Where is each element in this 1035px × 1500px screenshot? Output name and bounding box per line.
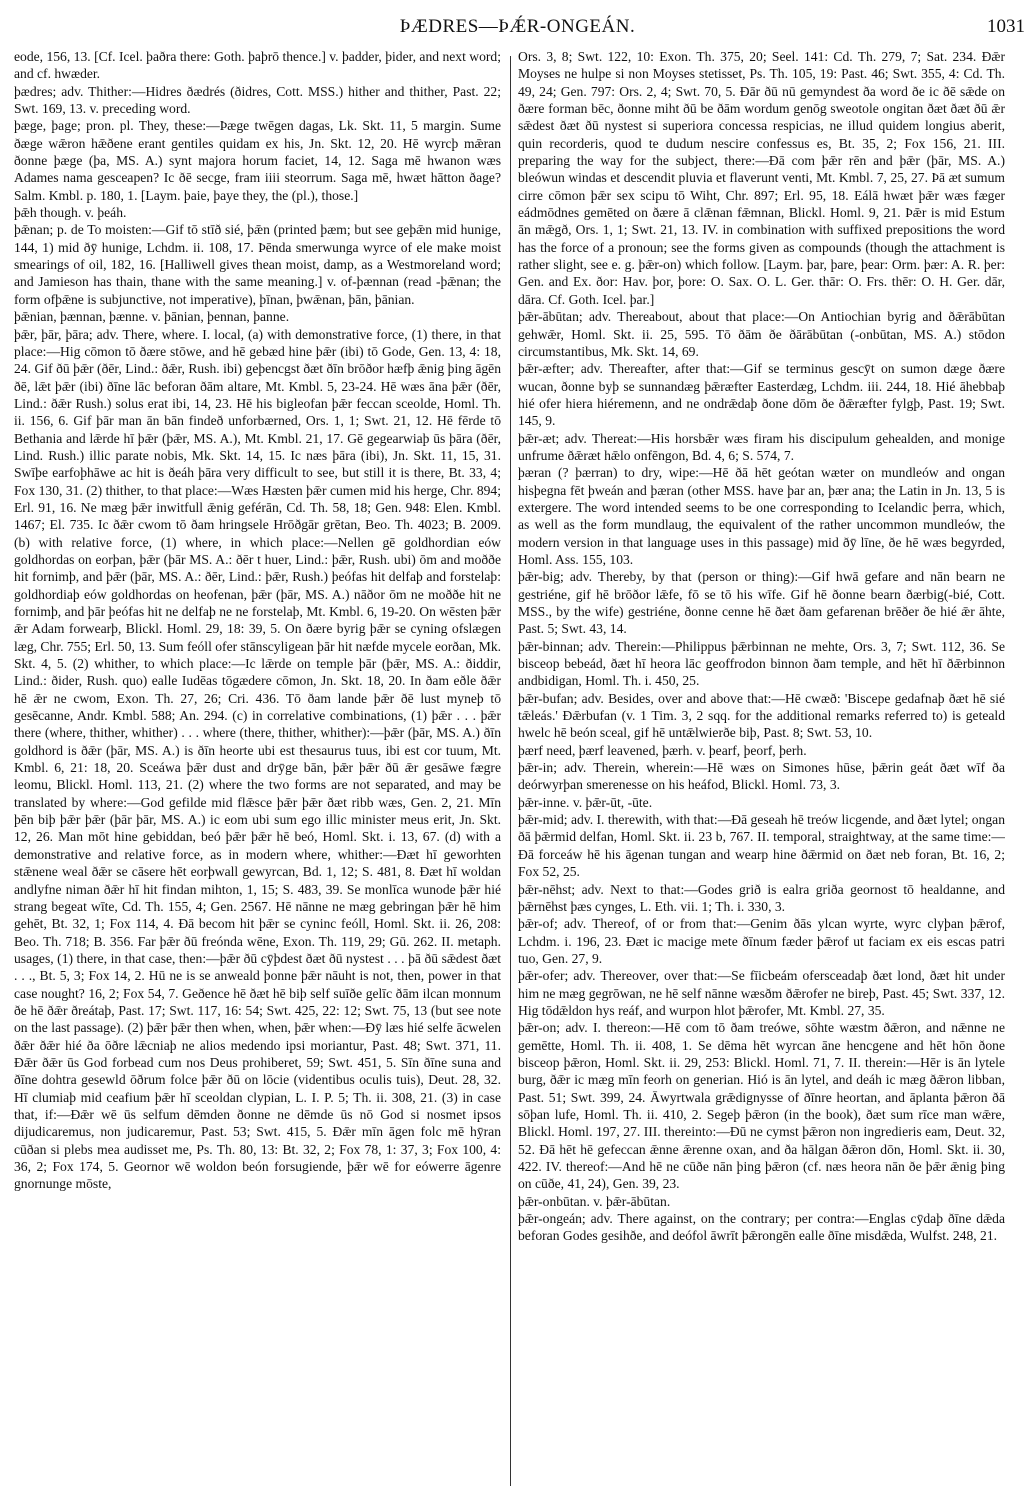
dictionary-entry: þǣr-ofer; adv. Thereover, over that:—Se fīicbeám ofersceadaþ ðæt lond, ðæt hit under him ne mæg gegrōwan, ne hē self nānne wæsðm ðǣrofer ne bireþ, Past. 45; Swt. 337, 12. Hig tōdǣldon hys reáf, and wurpon hlot þǣrofer, Mt. Kmbl. 27, 35. <box>518 968 1005 1018</box>
dictionary-entry: þǣr-of; adv. Thereof, of or from that:—Genim ðās ylcan wyrte, wyrc clyþan þǣrof, Lchdm. i. 196, 23. Ðæt ic macige mete ðīnum fæder þǣrof ut faciam ex eis escas patri tuo, Gen. 27, 9. <box>518 916 1005 966</box>
dictionary-columns <box>14 48 1026 1488</box>
dictionary-entry: þǣr-ongeán; adv. There against, on the contrary; per contra:—Englas cȳdaþ ðīne dǣda beforan Godes gesihðe, and deófol āwrīt þǣrongēn ealle ðīne misdǣda, Wulfst. 248, 21. <box>518 1211 1005 1244</box>
dictionary-entry: þǣnian, þænnan, þænne. v. þānian, þennan, þanne. <box>14 309 290 325</box>
dictionary-entry: þǣr, þār, þāra; adv. There, where. I. local, (a) with demonstrative force, (1) there, in that place:—Hig cōmon tō ðære stōwe, and hē gebæd hine þǣr (ibi) tō Gode, Gen. 13, 4: 18, 24. Gif ðū þǣr (ðēr, Lind.: ðǣr, Rush. ibi) geþencgst ðæt ðīn brōðor hæfþ ǣnig þing āgēn ðē, lǣt þǣr (ibi) ðīne lāc beforan ðām altare, Mt. Kmbl. 5, 23-24. Hē wæs āna þǣr (ðēr, Lind.: ðǣr Rush.) solus erat ibi, 14, 23. Hē his bigleofan þǣr feccan sceolde, Homl. Th. ii. 156, 6. Gif þār man ān bān findeð unforbærned, Ors. 1, 1; Swt. 21, 12. Hē fērde tō Bethania and lǣrde hī þǣr (þǣr, MS. A.), Mt. Kmbl. 21, 17. Gē gegearwiaþ ūs þāra (ðēr, Lind. Rush.) illic parate nobis, Mk. Skt. 14, 15. Ic næs þāra (ibi), Jn. Skt. 11, 15, 31. Swīþe earfoþhāwe ac hit is ðeáh þāra very difficult to see, but still it is there, Bt. 33, 4; Fox 130, 31. (2) thither, to that place:—Wæs Hæsten þǣr cumen mid his herge, Chr. 894; Erl. 91, 16. Ne mæg þǣr inwitfull ǣnig geférān, Cd. Th. 58, 18; Gen. 948: Elen. Kmbl. 1467; El. 735. Ic ðǣr cwom tō ðam hringsele Hrōðgār grētan, Beo. Th. 4023; B. 2009. (b) with relative force, (1) where, in which place:—Nellen gē goldhordian eów goldhordas on eorþan, þǣr (þār MS. A.: ðēr t huer, Lind.: þǣr, Rush. ubi) ōm and moððe hit fornimþ, and þǣr (þār, MS. A.: ðēr, Lind.: þǣr, Rush.) þeófas hit delfaþ and forstelaþ: goldhordiaþ eów goldhordas on heofenan, þǣr (þār, MS. A.) nāðor ōm ne moððe hit ne fornimþ, and þār þeófas hit ne delfaþ ne ne forstelaþ, Mt. Kmbl. 6, 19-20. On wēsten þǣr ǣr Adam forwearþ, Blickl. Homl. 29, 18: 39, 5. On ðære byrig þǣr se cyning ofslægen læg, Chr. 755; Erl. 50, 13. Sum feóll ofer stānscyligean þār hit næfde mycele eorðan, Mk. Skt. 4, 5. (2) whither, to which place:—Ic lǣrde on temple þār (þǣr, MS. A.: ðiddir, Lind.: ðider, Rush. quo) ealle Iudēas tōgædere cōmon, Jn. Skt. 18, 20. In ðam eðle ðǣr hē ǣr ne cwom, Exon. Th. 27, 26; Cri. 436. Tō ðam lande þǣr ðē lust myneþ tō gesēcanne, Andr. Kmbl. 588; An. 294. (c) in correlative combinations, (1) þǣr . . . þǣr there (where, thither, whither) . . . where (there, thither, whither):—þǣr (þār, MS. A.) ðīn goldhord is ðǣr (þār, MS. A.) is ðīn heorte ubi est thesaurus tuus, ibi est cor tuum, Mt. Kmbl. 6, 21: 18, 20. Sceáwa þǣr dust and drȳge bān, þǣr þǣr ðū ǣr gesāwe fægre leomu, Blickl. Homl. 113, 21. (2) where the two forms are not separated, and may be translated by where:—God gefilde mid flǣsce þǣr þǣr ðæt ribb wæs, Gen. 2, 21. Mīn þēn biþ þǣr þǣr (þār þār, MS. A.) ic eom ubi sum ego illic minister meus erit, Jn. Skt. 12, 26. Man mōt hine gebiddan, beó þǣr þǣr hē beó, Homl. Skt. i. 13, 67. (d) with a demonstrative and relative force, as in modern where, whither:—Ðæt hī geworhten stǣnene weal ðǣr se cāsere hēt eorþwall gewyrcan, Bd. 1, 12; S. 481, 8. Ðæt hī woldan andlyfne niman ðǣr hī hit findan mihton, 1, 15; S. 483, 39. Se monlīca wunode þǣr hié strang begeat wīte, Cd. Th. 155, 4; Gen. 2567. Hē nānne ne mæg gebringan þǣr hē him gehēt, Bt. 32, 1; Fox 114, 4. Ðā becom hit þǣr se cyninc feóll, Homl. Skt. ii. 26, 208: Beo. Th. 718; B. 356. Far þǣr ðū freónda wēne, Exon. Th. 119, 29; Gū. 262. II. metaph. usages, (1) there, in that case, then:—þǣr ðū cȳþdest ðæt ðū nystest . . . þā ðū sǣdest ðæt . . ., Bt. 5, 3; Fox 14, 2. Hū ne is se anweald þonne þǣr nāuht is not, then, power in that case nought? 16, 2; Fox 54, 7. Geðence hē ðæt hē biþ self suīðe gelīc ðām ilcan monnum ðe hē ðǣr ðreátaþ, Past. 17; Swt. 117, 16: 54; Swt. 425, 22: 12; Swt. 75, 13 (but see note on the last passage). (2) þǣr þǣr then when, when, þǣr when:—Ðȳ læs hié selfe ācwelen ðǣr ðǣr hié ða ōðre lǣcniaþ ne alios medendo ipsi moriantur, Past. 48; Swt. 371, 11. Ðǣr ðǣr ūs God forbead cum nos Deus prohiberet, 59; Swt. 451, 5. Sīn ðīne suna and ðīne dohtra gesewld ōðrum folce þǣr ðū on lōcie (videntibus oculis tuis), Deut. 28, 32. Hī clumiaþ mid ceafium þǣr hī sceoldan clypian, L. I. P. 5; Th. ii. 308, 21. (3) in case that, if:—Ðǣr wē ūs selfum dēmden ðonne ne dēmde ūs nō God si nosmet ipsos dijudicaremus, non judicaremur, Past. 53; Swt. 415, 5. Ðǣr mīn āgen folc mē hȳran cūðan si plebs mea audisset me, Ps. Th. 80, 13: Bt. 32, 2; Fox 78, 1: 37, 3; Fox 100, 4: 36, 2; Fox 174, 5. Geornor wē woldon beón forsugiende, þǣr wē for eówerre āgenre gnornunge mōste, <box>14 326 501 1192</box>
dictionary-entry: þæran (? þærran) to dry, wipe:—Hē ðā hēt geótan wæter on mundleów and ongan hisþegna fēt þweán and þæran (other MSS. have þar an, þær ana; the Latin in Jn. 13, 5 is extergere. The word intended seems to be one corresponding to Icelandic þerra, which, as well as the form mundlaug, the equivalent of the rather uncommon mundleów, the modern version in that language uses in this passage) mid ðȳ līne, ðe hē wæs begyrded, Homl. Ass. 155, 103. <box>518 465 1005 567</box>
right-column <box>518 48 1005 1488</box>
dictionary-entry: þǣr-inne. v. þǣr-ūt, -ūte. <box>518 794 653 810</box>
dictionary-entry: þærf need, þærf leavened, þærh. v. þearf, þeorf, þerh. <box>518 742 807 758</box>
page-number: 1031 <box>987 16 1025 37</box>
dictionary-entry: eode, 156, 13. [Cf. Icel. þaðra there: Goth. þaþrō thence.] v. þadder, þider, and next word; and cf. hwæder. <box>14 49 501 82</box>
dictionary-entry: þǣr-æt; adv. Thereat:—His horsbǣr wæs firam his discipulum gehealden, and monige unfrume ðǣræt hǣlo onfēngon, Bd. 4, 6; S. 574, 7. <box>518 430 1005 463</box>
dictionary-entry: þǣr-big; adv. Thereby, by that (person or thing):—Gif hwā gefare and nān bearn ne gestriéne, gif hē brōðor lǣfe, fō se tō his wīfe. Gif hē ðonne bearn ðærbig(-bié, Cott. MSS., by the wife) gestriéne, ðonne cenne hē ðæt ðam gefarenan brēðer ðe hié ǣr āhte, Past. 5; Swt. 43, 14. <box>518 569 1005 637</box>
dictionary-entry: Ors. 3, 8; Swt. 122, 10: Exon. Th. 375, 20; Seel. 141: Cd. Th. 279, 7; Sat. 234. Ðǣr Moyses ne hulpe si non Moyses stetisset, Ps. Th. 105, 19: Past. 46; Swt. 355, 4: Cd. Th. 49, 24; Gen. 797: Ors. 2, 4; Swt. 70, 5. Ðār ðū nū gemyndest ða word ðe ic ðē sǣde on ðære forman bēc, ðonne miht ðū be ðām wordum genōg sweotole ongitan ðæt ðæt ðū ǣr sǣdest ðæt ðū nystest si superiora concessa respicias, ne illud quidem longius aberit, quin recorderis, quod te dudum nescire confessus es, Bt. 35, 2; Fox 156, 21. III. preparing the way for the subject, there:—Ðā com þǣr rēn and þǣr (þār, MS. A.) bleówun windas et descendit pluvia et flaverunt venti, Mt. Kmbl. 7, 25, 27. Þā æt sumum cirre cōmon þǣr sex scipu tō Wiht, Chr. 897; Erl. 95, 18. Eálā hwæt þǣr wæs fæger eádmōdnes gemēted on ðære ā clǣnan fǣmnan, Blickl. Homl. 9, 21. Þǣr is mid Estum ān mǣgð, Ors. 1, 1; Swt. 21, 13. IV. in combination with suffixed prepositions the word has the force of a pronoun; see the forms given as compounds (though the attachment is rather slight, see e. g. þǣr-on) which follow. [Laym. þar, þare, þear: Orm. þær: A. R. þer: Gen. and Ex. ðor: Hav. þor, þore: O. Sax. O. L. Ger. thār: O. Frs. thēr: O. H. Ger. dār, dāra. Cf. Goth. Icel. þar.] <box>518 49 1005 307</box>
left-column <box>14 48 501 1488</box>
dictionary-entry: þǣh though. v. þeáh. <box>14 205 127 221</box>
page-header <box>0 14 1035 44</box>
dictionary-entry: þǣr-ābūtan; adv. Thereabout, about that place:—On Antiochian byrig and ðǣrābūtan gehwǣr, Homl. Skt. ii. 25, 595. Tō ðām ðe ðārābūtan (-onbūtan, MS. A.) stōdon circumstantibus, Mk. Skt. 14, 69. <box>518 309 1005 359</box>
dictionary-entry: þǣr-nēhst; adv. Next to that:—Godes grið is ealra griða geornost tō healdanne, and þǣrnēhst þæs cynges, L. Eth. vii. 1; Th. i. 330, 3. <box>518 881 1005 914</box>
dictionary-entry: þǣr-in; adv. Therein, wherein:—Hē wæs on Simones hūse, þǣrin geát ðæt wīf ða deórwyrþan smerenesse on his heáfod, Blickl. Homl. 73, 3. <box>518 760 1005 793</box>
dictionary-entry: þǣr-on; adv. I. thereon:—Hē com tō ðam treówe, sōhte wæstm ðǣron, and nǣnne ne gemētte, Homl. Th. ii. 408, 1. Se dēma hēt wyrcan āne hencgene and hēt hōn ðone bisceop þǣron, Homl. Skt. ii. 29, 253: Blickl. Homl. 71, 7. II. therein:—Hēr is ān lytele burg, ðǣr ic mæg mīn feorh on generian. Hió is ān lytel, and deáh ic mæg ðǣron libban, Past. 51; Swt. 399, 24. Āwyrtwala grǣdignysse of ðīnre heortan, and āplanta þǣron ðā sōþan lufe, Homl. Th. ii. 410, 2. Segeþ þǣron (in the book), ðæt sum rīce man wǣre, Blickl. Homl. 197, 27. III. thereinto:—Ðū ne cymst þǣron non ingredieris eam, Deut. 32, 52. Ðā hēt hē gefeccan ǣnne ǣrenne oxan, and ða hālgan ðǣron dōn, Homl. Skt. ii. 30, 422. IV. thereof:—And hē ne cūðe nān þing þǣron (cf. næs heora nān ðe þǣr ǣnig þing on cūðe, 41, 24), Gen. 39, 23. <box>518 1020 1005 1192</box>
dictionary-entry: þǣr-æfter; adv. Thereafter, after that:—Gif se terminus gescȳt on sumon dæge ðære wucan, ðonne byþ se sunnandæg þǣræfter Easterdæg, Lchdm. iii. 244, 18. Hié āhebbaþ hié ofer hiera hiéremenn, and ne ondrǣdaþ ðone dōm ðe ðǣræfter fylgþ, Past. 19; Swt. 145, 9. <box>518 361 1005 429</box>
dictionary-entry: þǣr-binnan; adv. Therein:—Philippus þǣrbinnan ne mehte, Ors. 3, 7; Swt. 112, 36. Se bisceop bebeád, ðæt hī heora lāc geoffrodon binnon ðam temple, and hēt hī ðǣrbinnon andbidigan, Homl. Th. i. 450, 25. <box>518 638 1005 689</box>
page-title: ÞÆDRES—ÞǼR-ONGEÁN. <box>399 16 636 37</box>
dictionary-entry: þæge, þage; pron. pl. They, these:—Þæge twēgen dagas, Lk. Skt. 11, 5 margin. Sume ðæge wǣron hǣðene erant gentiles quidam ex his, Jn. Skt. 12, 20. Hē wyrcþ mǣran ðonne þæge (þa, MS. A.) synt majora horum faciet, 14, 12. Saga mē hwanon wæs Adames nama gesceapen? Ic ðē secge, fram iiii steorrum. Saga mē, hwæt hātton ðage? Salm. Kmbl. p. 180, 1. [Laym. þaie, þaye they, the (pl.), those.] <box>14 118 501 203</box>
dictionary-entry: þǣr-onbūtan. v. þǣr-ābūtan. <box>518 1193 671 1209</box>
dictionary-entry: þǣr-bufan; adv. Besides, over and above that:—Hē cwæð: 'Biscepe gedafnaþ ðæt hē sié tǣleás.' Ðǣrbufan (v. 1 Tim. 3, 2 sqq. for the additional remarks referred to) is geteald hwelc hē beón sceal, gif hē untǣlwierðe biþ, Past. 8; Swt. 53, 10. <box>518 690 1005 741</box>
dictionary-entry: þǣr-mid; adv. I. therewith, with that:—Ðā geseah hē treów licgende, and ðæt lytel; ongan ðā þǣrmid delfan, Homl. Skt. ii. 23 b, 767. II. temporal, straightway, at the same time:—Ðā forceáw hē his āgenan tungan and wearp hine ðǣrmid on ðæt neb foran, Bt. 16, 2; Fox 52, 25. <box>518 812 1005 880</box>
column-divider <box>510 56 511 1486</box>
dictionary-entry: þædres; adv. Thither:—Hidres ðædrés (ðidres, Cott. MSS.) hither and thither, Past. 22; Swt. 169, 13. v. preceding word. <box>14 83 501 117</box>
dictionary-entry: þǣnan; p. de To moisten:—Gif tō stīð sié, þǣn (printed þæm; but see geþǣn mid hunige, 144, 1) mid ðȳ hunige, Lchdm. ii. 108, 17. Þēnda smerwunga wyrce of ele make moist smearings of oil, 182, 16. [Halliwell gives thean moist, damp, as a Westmoreland word; and Jamieson has thain, thane with the same meaning.] v. of-þænnan (read -þǣnan; the form ofþǣne is subjunctive, not imperative), þīnan, þwǣnan, þān, þānian. <box>14 222 501 307</box>
